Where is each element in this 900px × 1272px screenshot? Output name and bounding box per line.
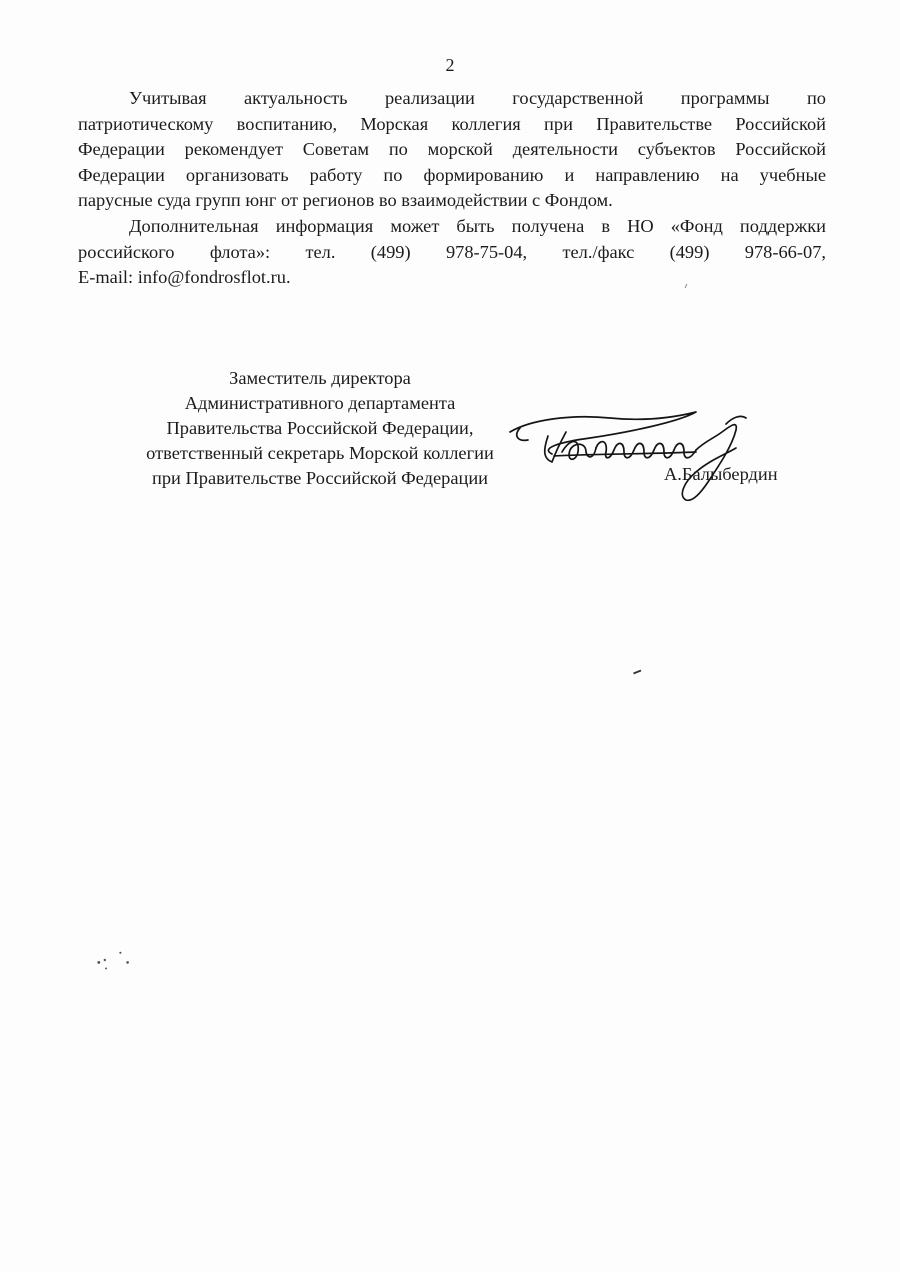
scan-speck (92, 948, 132, 972)
handwritten-signature (500, 402, 790, 510)
scan-speck (633, 669, 643, 675)
signatory-line: Правительства Российской Федерации, (166, 418, 474, 438)
paragraph-line: Дополнительная информация может быть получена в НО «Фонд поддержки (129, 215, 826, 236)
signer-name: А.Балыбердин (664, 464, 778, 484)
page-number: 2 (445, 55, 455, 75)
paragraph-line: парусные суда групп юнг от регионов во взаимодействии с Фондом. (78, 190, 613, 211)
letter-body (78, 86, 826, 291)
signatory-line: при Правительстве Российской Федерации (151, 468, 489, 488)
paragraph-line: Федерации организовать работу по формированию и направлению на учебные (78, 164, 826, 185)
signatory-title-block (105, 366, 535, 491)
paragraph-recommendation (78, 86, 826, 214)
scan-speck (684, 283, 688, 289)
signatory-line: Административного департамента (184, 393, 456, 413)
signatory-line: ответственный секретарь Морской коллегии (146, 443, 494, 463)
signatory-line: Заместитель директора (229, 368, 411, 388)
paragraph-line: Федерации рекомендует Советам по морской деятельности субъектов Российской (78, 139, 826, 160)
paragraph-line: патриотическому воспитанию, Морская коллегия при Правительстве Российской (78, 113, 826, 134)
paragraph-line: E-mail: info@fondrosflot.ru. (78, 267, 291, 288)
paragraph-line: российского флота»: тел. (499) 978-75-04, тел./факс (499) 978-66-07, (78, 241, 826, 262)
paragraph-line: Учитывая актуальность реализации государственной программы по (129, 88, 826, 108)
paragraph-contact-info (78, 214, 826, 291)
